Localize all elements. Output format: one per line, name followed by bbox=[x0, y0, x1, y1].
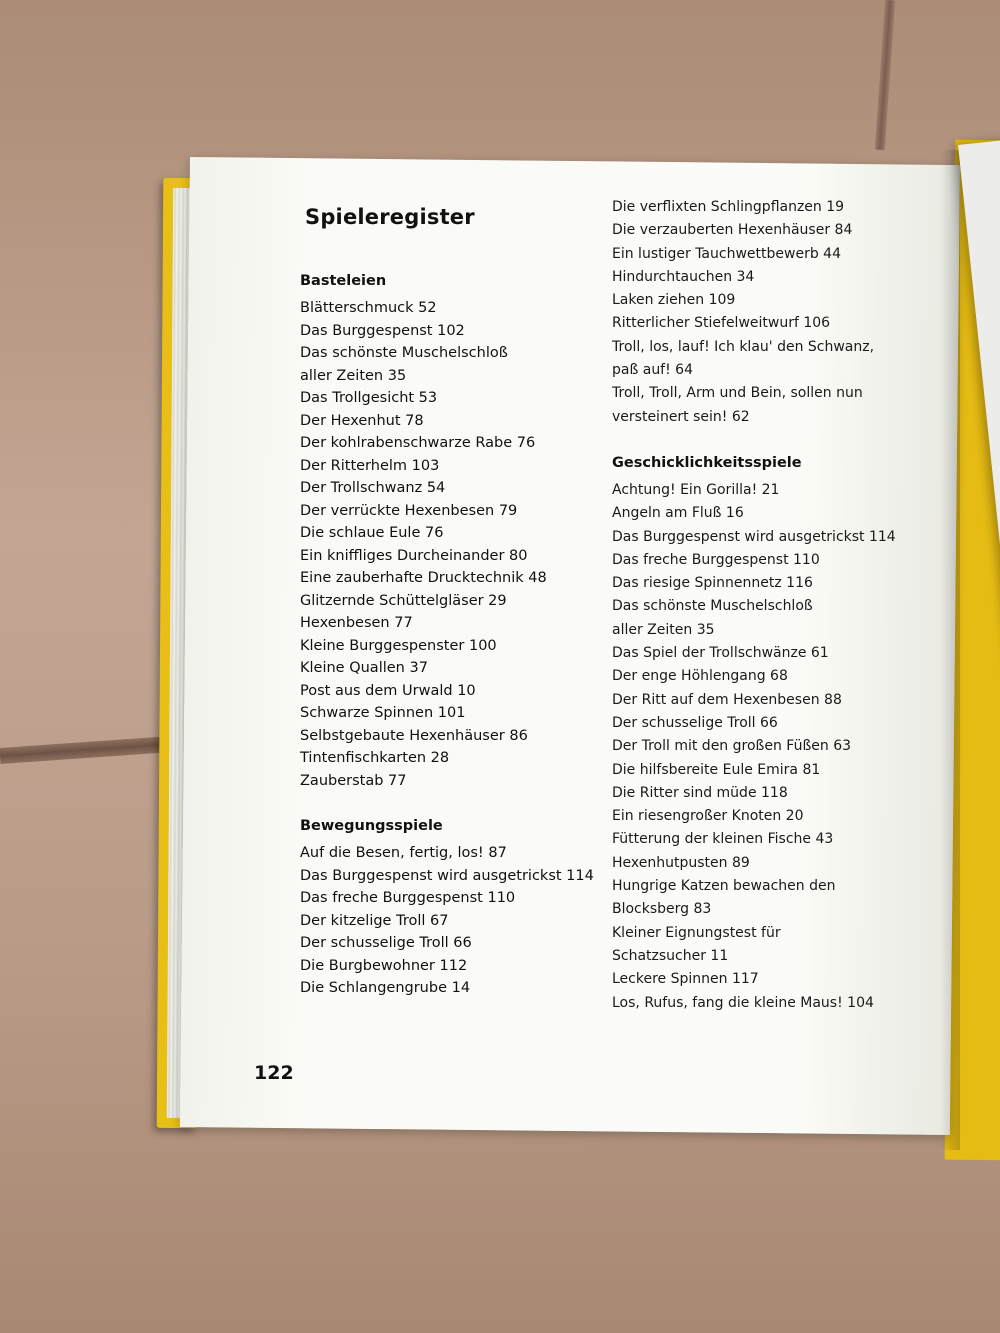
index-entry: Der Ritt auf dem Hexenbesen 88 bbox=[612, 691, 842, 708]
index-entry: Das Burggespenst 102 bbox=[300, 322, 465, 339]
index-entry: aller Zeiten 35 bbox=[612, 621, 715, 638]
index-column-right bbox=[612, 196, 896, 1041]
index-entry: Ein kniffliges Durcheinander 80 bbox=[300, 547, 528, 564]
index-entry: Die schlaue Eule 76 bbox=[300, 525, 444, 541]
index-entry: Das freche Burggespenst 110 bbox=[300, 890, 516, 906]
index-entry: Glitzernde Schüttelgläser 29 bbox=[300, 592, 507, 609]
index-entry: Das schönste Muschelschloß bbox=[612, 598, 813, 615]
page-title: Spieleregister bbox=[305, 205, 475, 229]
index-entry: Laken ziehen 109 bbox=[612, 292, 736, 309]
index-entry: Der Ritterhelm 103 bbox=[300, 457, 440, 474]
index-entry: Troll, los, lauf! Ich klau' den Schwanz, bbox=[612, 338, 875, 355]
index-entry: Kleine Quallen 37 bbox=[300, 660, 428, 676]
index-entry: Schatzsucher 11 bbox=[612, 947, 729, 964]
section-heading: Basteleien bbox=[300, 273, 387, 289]
index-entry: Die Ritter sind müde 118 bbox=[612, 784, 788, 801]
index-entry: Auf die Besen, fertig, los! 87 bbox=[300, 845, 507, 861]
entry-list bbox=[300, 297, 594, 792]
index-entry: Eine zauberhafte Drucktechnik 48 bbox=[300, 570, 547, 586]
page-number: 122 bbox=[254, 1062, 294, 1084]
index-entry: Hindurchtauchen 34 bbox=[612, 268, 755, 285]
index-entry: Schwarze Spinnen 101 bbox=[300, 705, 466, 721]
index-entry: versteinert sein! 62 bbox=[612, 408, 750, 425]
index-entry: Hexenhutpusten 89 bbox=[612, 854, 750, 871]
index-entry: Blocksberg 83 bbox=[612, 901, 712, 918]
index-entry: Der kohlrabenschwarze Rabe 76 bbox=[300, 435, 536, 451]
index-entry: Das freche Burggespenst 110 bbox=[612, 551, 820, 568]
section-heading: Bewegungsspiele bbox=[300, 818, 443, 834]
index-entry: Der schusselige Troll 66 bbox=[612, 714, 778, 731]
book-gutter-shadow bbox=[940, 150, 960, 1150]
index-entry: Der verrückte Hexenbesen 79 bbox=[300, 502, 518, 519]
index-entry: Ritterlicher Stiefelweitwurf 106 bbox=[612, 315, 831, 332]
section-continued bbox=[612, 196, 896, 429]
index-entry: Die verzauberten Hexenhäuser 84 bbox=[612, 222, 853, 239]
section-heading: Geschicklichkeitsspiele bbox=[612, 454, 802, 471]
index-entry: Post aus dem Urwald 10 bbox=[300, 682, 476, 699]
index-entry: Achtung! Ein Gorilla! 21 bbox=[612, 481, 780, 498]
index-entry: Hungrige Katzen bewachen den bbox=[612, 878, 836, 895]
section-basteleien bbox=[300, 273, 594, 792]
index-entry: Kleine Burggespenster 100 bbox=[300, 637, 497, 654]
index-entry: Ein riesengroßer Knoten 20 bbox=[612, 808, 804, 825]
index-entry: Der enge Höhlengang 68 bbox=[612, 668, 788, 685]
index-entry: Ein lustiger Tauchwettbewerb 44 bbox=[612, 245, 841, 262]
index-entry: paß auf! 64 bbox=[612, 362, 693, 379]
entry-list bbox=[612, 196, 896, 429]
index-entry: Das riesige Spinnennetz 116 bbox=[612, 575, 813, 592]
index-column-left bbox=[300, 205, 594, 1026]
index-entry: Hexenbesen 77 bbox=[300, 615, 413, 631]
index-entry: aller Zeiten 35 bbox=[300, 367, 407, 384]
index-entry: Los, Rufus, fang die kleine Maus! 104 bbox=[612, 994, 874, 1011]
index-entry: Kleiner Eignungstest für bbox=[612, 924, 781, 941]
section-bewegungsspiele bbox=[300, 818, 594, 1000]
index-entry: Die hilfsbereite Eule Emira 81 bbox=[612, 761, 821, 778]
index-entry: Das Trollgesicht 53 bbox=[300, 390, 438, 406]
index-entry: Angeln am Fluß 16 bbox=[612, 505, 744, 522]
index-entry: Selbstgebaute Hexenhäuser 86 bbox=[300, 727, 528, 744]
index-entry: Troll, Troll, Arm und Bein, sollen nun bbox=[612, 385, 863, 402]
index-entry: Der kitzelige Troll 67 bbox=[300, 912, 449, 929]
index-entry: Der Trollschwanz 54 bbox=[300, 480, 446, 496]
index-entry: Die Schlangengrube 14 bbox=[300, 980, 471, 996]
index-entry: Der Troll mit den großen Füßen 63 bbox=[612, 738, 852, 755]
index-entry: Blätterschmuck 52 bbox=[300, 300, 437, 316]
index-entry: Leckere Spinnen 117 bbox=[612, 971, 759, 988]
index-entry: Der schusselige Troll 66 bbox=[300, 935, 472, 951]
entry-list bbox=[612, 479, 896, 1015]
index-entry: Zauberstab 77 bbox=[300, 772, 407, 789]
index-entry: Fütterung der kleinen Fische 43 bbox=[612, 831, 834, 848]
index-entry: Die Burgbewohner 112 bbox=[300, 957, 468, 974]
index-entry: Das Burggespenst wird ausgetrickst 114 bbox=[300, 867, 594, 884]
entry-list bbox=[300, 842, 594, 1000]
index-entry: Das Burggespenst wird ausgetrickst 114 bbox=[612, 528, 896, 545]
index-entry: Der Hexenhut 78 bbox=[300, 412, 424, 429]
index-entry: Tintenfischkarten 28 bbox=[300, 750, 450, 766]
index-entry: Das Spiel der Trollschwänze 61 bbox=[612, 645, 829, 662]
index-entry: Die verflixten Schlingpflanzen 19 bbox=[612, 199, 845, 215]
index-entry: Das schönste Muschelschloß bbox=[300, 345, 508, 361]
section-geschicklichkeitsspiele bbox=[612, 455, 896, 1015]
